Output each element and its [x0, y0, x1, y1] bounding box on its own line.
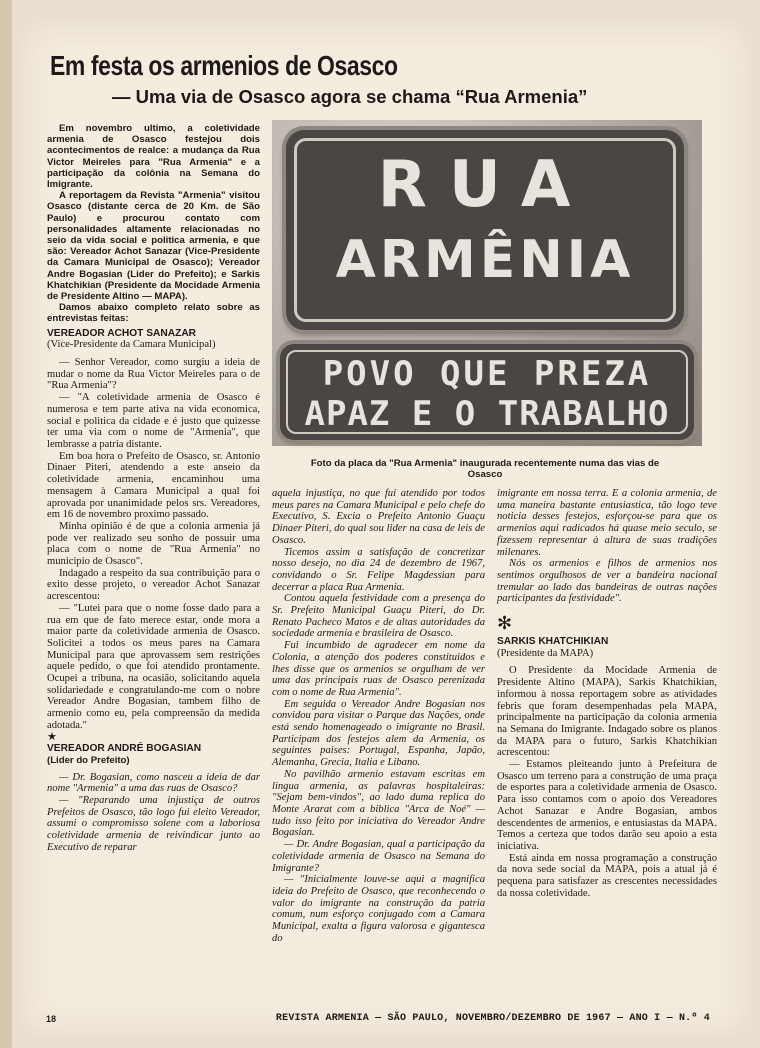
column-1 [47, 123, 260, 854]
body-paragraph: — "Reparando uma injustiça de outros Prefeitos de Osasco, tão logo fui eleito Vereador, assumi o compromisso solene com a laboriosa coletividade armenia de reivindicar junto ao Executivo de reparar [47, 795, 260, 853]
section-title-khatchikian: SARKIS KHATCHIKIAN [497, 636, 609, 648]
body-paragraph: Minha opinião é de que a colonia armenia já pode ver realizado seu sonho de possuir uma placa com o nome de "Rua Armenia" no municipio de Osasco". [47, 520, 260, 568]
body-paragraph: Indagado a respeito da sua contribuição para o exito desse projeto, o vereador Achot Sanazar acrescentou: [47, 567, 260, 603]
body-paragraph: Ticemos assim a satisfação de concretizar nosso desejo, no dia 24 de dezembro de 1967, convidando o Sr. Felipe Magdessian para decerrar a placa Rua Armenia. [272, 546, 485, 593]
body-paragraph: aquela injustiça, no que fui atendido por todos meus pares na Camara Municipal e pelo chefe do Executivo, S. Excia o Prefeito Antonio Guaçu Dinaer Piteri, do qual sou lider na casa de leis de Osasco. [272, 488, 485, 546]
intro-paragraph: Damos abaixo completo relato sobre as entrevistas feitas: [47, 302, 260, 325]
motto-plate [280, 344, 694, 440]
star-divider: ★ [47, 730, 57, 743]
photo-caption: Foto da placa da "Rua Armenia" inaugurada recentemente numa das vias de Osasco [310, 458, 660, 480]
intro-block [47, 123, 260, 325]
article-headline: Em festa os armenios de Osasco [50, 50, 398, 81]
body-paragraph: — "Inicialmente louve-se aqui a magnifica ideia do Prefeito de Osasco, que reconhecendo o valor do imigrante na construção da patria comum, num esforço conjugado com a Camara Municipal, exalta a figura valorosa e gigantesca do [272, 874, 485, 944]
street-sign-photo [272, 120, 702, 446]
section-subtitle-khatchikian: (Presidente da MAPA) [497, 647, 594, 659]
body-paragraph: — Estamos pleiteando junto à Prefeitura de Osasco um terreno para a construção de uma praça de esportes para a coletividade armenia de Osasco. Para isso contamos com o apoio dos Vereadores Achot Sanazar e Andre Bogasian, ambos descendentes de armenios, e entusiastas da MAPA. Temos a certeza que todos darão seu apoio a esta iniciativa. [497, 759, 717, 852]
body-paragraph: — Dr. Bogasian, como nasceu a ideia de dar nome "Armenia" a uma das ruas de Osasco? [47, 771, 260, 795]
body-paragraph: Em seguida o Vereador Andre Bogasian nos convidou para visitar o Parque das Nações, onde está sendo homenageado o imigrante no Brasil. Participam dos festejos alem da Armenia, os seguintes paises: Portugal, Espanha, Japão, Alemanha, Grecia, Italia e Libano. [272, 698, 485, 769]
body-paragraph: — Dr. Andre Bogasian, qual a participação da coletividade armenia de Osasco na Semana do Imigrante? [272, 839, 485, 874]
article-subhead: — Uma via de Osasco agora se chama “Rua Armenia” [112, 86, 588, 107]
page-number: 18 [46, 1014, 57, 1024]
asterisk-divider: ✻ [497, 613, 513, 634]
intro-paragraph: Em novembro ultimo, a coletividade armenia de Osasco festejou dois acontecimentos de realce: a mudança da Rua Victor Meireles para "Rua Armenia" e a participação da colônia na Semana do Imigrante. [47, 123, 260, 191]
section-title-sanazar: VEREADOR ACHOT SANAZAR [47, 327, 197, 339]
intro-paragraph: A reportagem da Revista "Armenia" visitou Osasco (distante cerca de 20 Km. de São Paulo) e procurou contato com personalidades altamente relacionadas no seio da vida social e politica armenia, e que são: Vereador Achot Sanazar (Vice-Presidente da Camara Municipal de Osasco); Vereador Andre Bogasian (Lider do Prefeito); e Sarkis Khatchikian (Presidente da Mocidade Armenia de Presidente Altino — MAPA). [47, 190, 260, 303]
body-paragraph: Nós os armenios e filhos de armenios nos sentimos orgulhosos de ver a bandeira nacional tremular ao lado das bandeiras de outras nações participantes da festividade". [497, 558, 717, 605]
body-paragraph: O Presidente da Mocidade Armenia de Presidente Altino (MAPA), Sarkis Khatchikian, informou à nossa reportagem sobre as atividades febris que foram desempenhadas pela MAPA, principalmente na participação da colonia armenia na Semana do Imigrante. Indagado sobre os planos da MAPA para o futuro, Sarkis Khatchikian acrescentou: [497, 665, 717, 759]
body-paragraph: imigrante em nossa terra. E a colonia armenia, de uma maneira bastante entusiastica, tão logo teve noticia desses festejos, esforçou-se para que os armenios aqui radicados há quase meio seculo, se fizessem representar à altura de suas tradições milenares. [497, 488, 717, 558]
body-paragraph: — "A coletividade armenia de Osasco é numerosa e tem parte ativa na vida economica, social e politica da cidade e é justo que quizesse ter uma via com o nome de "Armenia", que lembrasse a patria distante. [47, 392, 260, 450]
sign-text-armenia: ARMÊNIA [335, 230, 635, 290]
body-paragraph: Está ainda em nossa programação a construção da nova sede social da MAPA, pois a atual já é pequena para satisfazer as crescentes necessidades da nossa coletividade. [497, 852, 717, 899]
footer-publication-line: REVISTA ARMENIA — SÃO PAULO, NOVEMBRO/DEZEMBRO DE 1967 — ANO I — N.º 4 [275, 1013, 710, 1024]
page-edge [0, 0, 12, 1048]
motto-line-2: APAZ E O TRABALHO [304, 394, 670, 434]
body-paragraph: — "Lutei para que o nome fosse dado para a rua em que de fato merece estar, onde mora a maior parte da coletividade armenia de Osasco. Solicitei a todos os meus pares na Camara Municipal para que aprovassem sem restrições aquele pedido, o que foi atendido prontamente. Ocupei a tribuna, na ocasião, solicitando aquela solidariedade e congratulando-me com o nobre Vereador Andre Bogasian, tambem filho de armenio como eu, pela compreensão da medida adotada." [47, 602, 260, 731]
column-3 [497, 488, 717, 900]
sign-text-rua: RUA [377, 148, 593, 222]
body-paragraph: Fui incumbido de agradecer em nome da Colonia, a atenção dos poderes constituidos e lhes disse que os armenios se orgulham de ver uma das principais ruas de Osasco perenizada com o nome de Rua Armenia". [272, 640, 485, 698]
body-paragraph: — Senhor Vereador, como surgiu a ideia de mudar o nome da Rua Victor Meireles para o de "Rua Armenia"? [47, 357, 260, 392]
section-subtitle-sanazar: (Vice-Presidente da Camara Municipal) [47, 339, 216, 351]
section-subtitle-bogasian: (Lider do Prefeito) [47, 754, 130, 766]
body-paragraph: Em boa hora o Prefeito de Osasco, sr. Antonio Dinaer Piteri, atendendo a este anseio da coletividade armenia, encaminhou uma mensagem à Camara Municipal a qual foi aprovada por unanimidade pelos srs. Vereadores, em 16 de novembro proximo passado. [47, 450, 260, 521]
section-title-bogasian: VEREADOR ANDRÉ BOGASIAN [47, 743, 202, 755]
column-2 [272, 488, 485, 944]
body-paragraph: Contou aquela festividade com a presença do Sr. Prefeito Municipal Guaçu Piteri, do Dr. Renato Pacheco Matos e de altas autoridades da sociedade armenia e brasileira de Osasco. [272, 593, 485, 640]
street-sign-plate [286, 130, 684, 330]
motto-line-1: POVO QUE PREZA [322, 354, 652, 394]
body-paragraph: No pavilhão armenio estavam escritas em lingua armenia, as palavras hospitaleiras: "Sejam bem-vindos", ao lado duma replica do Monte Ararat com a biblica "Arca de Noé" — tudo isso feito por iniciativa do Vereador Andre Bogasian. [272, 768, 485, 839]
